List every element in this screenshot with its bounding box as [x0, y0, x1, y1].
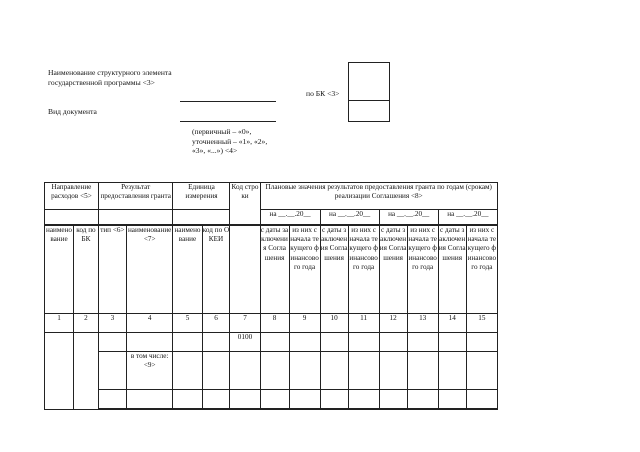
data-cell[interactable] — [289, 333, 320, 352]
data-cell[interactable] — [379, 333, 407, 352]
period-1: на __.__.20__ — [260, 210, 320, 225]
data-cell[interactable] — [438, 390, 466, 409]
data-cell[interactable] — [320, 352, 348, 390]
data-cell[interactable] — [466, 333, 497, 352]
header-row-code: Код строки — [230, 183, 260, 225]
sub-p1-from-year: из них с начала текущего финансового года — [289, 226, 320, 314]
sub-unit-name: наименование — [173, 226, 202, 314]
sub-row-code-blank — [230, 226, 260, 314]
structural-element-label: Наименование структурного элемента государственной программы <3> — [48, 68, 172, 87]
including-label: в том числе: <9> — [126, 352, 173, 390]
data-cell[interactable] — [348, 390, 379, 409]
data-cell[interactable] — [173, 352, 202, 390]
col-number-3: 3 — [98, 314, 126, 333]
sub-p4-from-signing: с даты заключения Соглашения — [438, 226, 466, 314]
col-number-5: 5 — [173, 314, 202, 333]
element-name-underline — [180, 101, 276, 102]
col-number-6: 6 — [202, 314, 230, 333]
col-number-12: 12 — [379, 314, 407, 333]
header-unit-spacer — [173, 210, 230, 225]
sub-p3-from-year: из них с начала текущего финансового года — [407, 226, 438, 314]
col-number-9: 9 — [289, 314, 320, 333]
data-cell[interactable] — [438, 352, 466, 390]
data-cell[interactable] — [260, 333, 289, 352]
data-cell[interactable] — [466, 390, 497, 409]
data-cell[interactable] — [98, 390, 126, 409]
col-number-11: 11 — [348, 314, 379, 333]
period-2: на __.__.20__ — [320, 210, 379, 225]
data-cell[interactable] — [348, 333, 379, 352]
sub-p3-from-signing: с даты заключения Соглашения — [379, 226, 407, 314]
data-cell[interactable] — [230, 390, 260, 409]
bk-code-box[interactable] — [348, 62, 390, 122]
data-cell[interactable] — [202, 333, 230, 352]
col-number-7: 7 — [230, 314, 260, 333]
sub-result-type: тип <6> — [98, 226, 126, 314]
grant-results-table — [44, 182, 498, 410]
header-unit: Единица измерения — [173, 183, 230, 210]
data-cell[interactable] — [230, 352, 260, 390]
col-number-15: 15 — [466, 314, 497, 333]
col-number-8: 8 — [260, 314, 289, 333]
document-type-note: (первичный – «0», уточненный – «1», «2», «3», «...») <4> — [192, 127, 268, 156]
data-cell[interactable] — [98, 333, 126, 352]
sub-result-name: наименование <7> — [126, 226, 173, 314]
direction-name-cell[interactable] — [45, 333, 74, 410]
data-cell[interactable] — [320, 333, 348, 352]
data-cell[interactable] — [348, 352, 379, 390]
period-3: на __.__.20__ — [379, 210, 438, 225]
header-direction: Направление расходов <5> — [45, 183, 99, 210]
sub-direction-code: код по БК — [74, 226, 99, 314]
data-cell[interactable] — [126, 333, 173, 352]
header-result-spacer — [98, 210, 173, 225]
bk-label: по БК <3> — [306, 89, 340, 98]
data-cell[interactable] — [289, 390, 320, 409]
header-result: Результат предоставления гранта — [98, 183, 173, 210]
data-cell[interactable] — [379, 390, 407, 409]
data-cell[interactable] — [260, 352, 289, 390]
data-cell[interactable] — [438, 333, 466, 352]
data-cell[interactable] — [407, 333, 438, 352]
period-4: на __.__.20__ — [438, 210, 497, 225]
sub-p2-from-year: из них с начала текущего финансового года — [348, 226, 379, 314]
row-code-value: 0100 — [230, 333, 260, 352]
sub-direction-name: наименование — [45, 226, 74, 314]
col-number-10: 10 — [320, 314, 348, 333]
data-cell[interactable] — [289, 352, 320, 390]
data-cell[interactable] — [202, 390, 230, 409]
col-number-1: 1 — [45, 314, 74, 333]
data-cell[interactable] — [407, 352, 438, 390]
data-cell[interactable] — [260, 390, 289, 409]
document-type-underline — [180, 121, 276, 122]
data-cell[interactable] — [466, 352, 497, 390]
data-cell[interactable] — [320, 390, 348, 409]
document-type-label: Вид документа — [48, 107, 97, 116]
header-direction-spacer — [45, 210, 99, 225]
bk-code-box-divider — [349, 100, 389, 101]
col-number-2: 2 — [74, 314, 99, 333]
sub-p4-from-year: из них с начала текущего финансового года — [466, 226, 497, 314]
col-number-13: 13 — [407, 314, 438, 333]
data-cell[interactable] — [202, 352, 230, 390]
data-cell[interactable] — [173, 333, 202, 352]
data-cell[interactable] — [379, 352, 407, 390]
header-plan-values: Плановые значения результатов предоставления гранта по годам (срокам) реализации Соглашения <8> — [260, 183, 497, 210]
direction-code-cell[interactable] — [74, 333, 99, 410]
data-cell[interactable] — [98, 352, 126, 390]
data-cell[interactable] — [126, 390, 173, 409]
sub-p1-from-signing: с даты заключения Соглашения — [260, 226, 289, 314]
sub-p2-from-signing: с даты заключения Соглашения — [320, 226, 348, 314]
sub-unit-code: код по ОКЕИ — [202, 226, 230, 314]
data-cell[interactable] — [173, 390, 202, 409]
col-number-4: 4 — [126, 314, 173, 333]
data-cell[interactable] — [407, 390, 438, 409]
table-bottom-spacer — [98, 409, 497, 410]
col-number-14: 14 — [438, 314, 466, 333]
